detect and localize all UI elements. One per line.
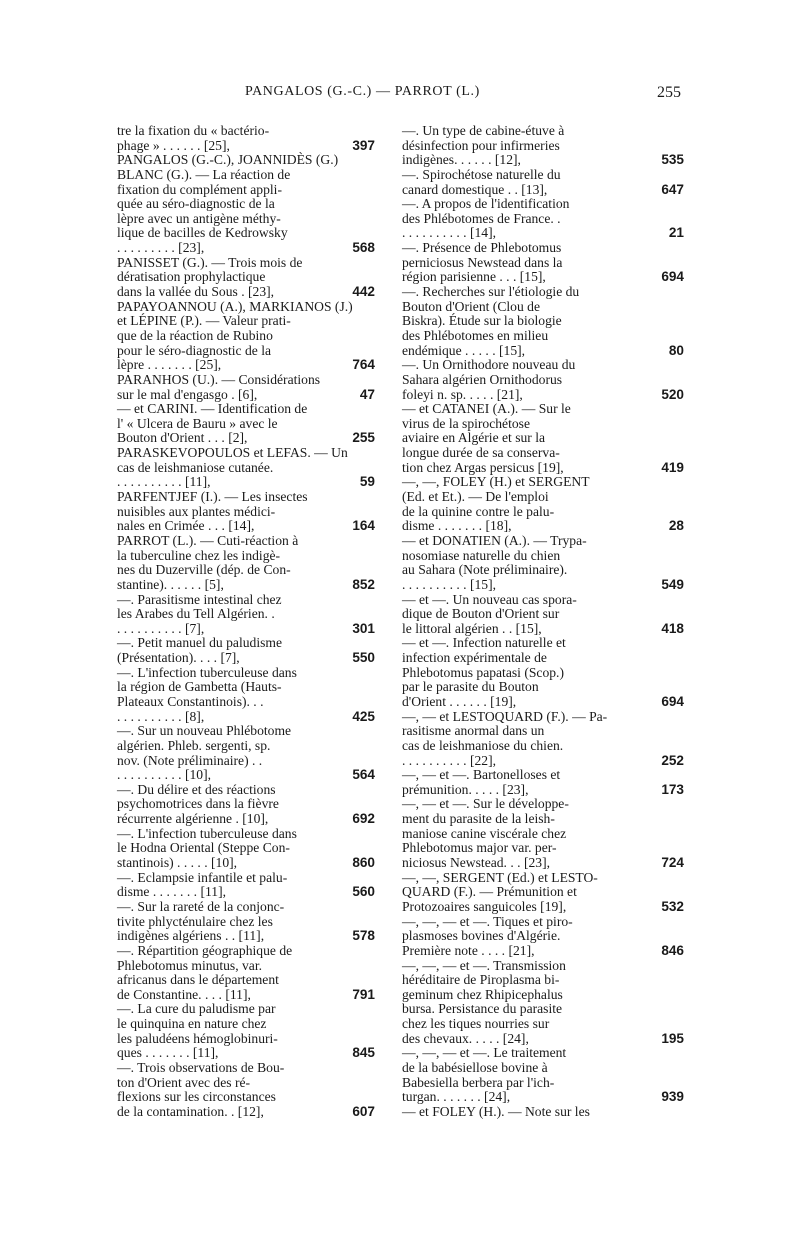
index-entry xyxy=(402,636,684,709)
index-entry xyxy=(402,710,684,769)
entry-text xyxy=(117,445,348,490)
entry-line: —, — et —. Sur le développe- xyxy=(402,796,569,812)
entry-line: . . . . . . . . . . [7], xyxy=(117,620,205,636)
entry-line: de la quinine contre le palu- xyxy=(402,503,555,519)
entry-text xyxy=(117,373,343,402)
index-entry xyxy=(402,1046,684,1105)
entry-line: turgan. . . . . . . [24], xyxy=(402,1089,511,1105)
entry-line: ques . . . . . . . [11], xyxy=(117,1045,219,1061)
entry-line: —. Un Ornithodore nouveau du xyxy=(402,357,576,373)
entry-line: l' « Ulcera de Bauru » avec le xyxy=(117,415,278,431)
index-entry xyxy=(117,256,375,300)
index-entry xyxy=(402,402,684,475)
entry-line: cas de leishmaniose du chien. xyxy=(402,737,564,753)
entry-text xyxy=(402,197,650,241)
page-reference: 255 xyxy=(352,430,375,446)
entry-line: — et FOLEY (H.). — Note sur les xyxy=(402,1103,590,1119)
index-entry xyxy=(117,490,375,534)
entry-text xyxy=(117,593,343,637)
page-number: 255 xyxy=(657,84,681,101)
entry-line: — et —. Un nouveau cas spora- xyxy=(402,591,577,607)
entry-line: Babesiella berbera par l'ich- xyxy=(402,1074,555,1090)
entry-line: prémunition. . . . . [23], xyxy=(402,781,529,797)
index-entry xyxy=(117,900,375,944)
page-reference: 791 xyxy=(352,986,375,1002)
page-reference: 724 xyxy=(661,855,684,871)
entry-line: —. L'infection tuberculeuse dans xyxy=(117,825,297,841)
entry-line: —. A propos de l'identification xyxy=(402,196,570,212)
entry-line: phage » . . . . . . [25], xyxy=(117,137,230,153)
entry-line: dans la vallée du Sous . [23], xyxy=(117,284,275,300)
entry-text xyxy=(117,534,343,593)
entry-line: indigènes algériens . . [11], xyxy=(117,928,265,944)
page-reference: 59 xyxy=(359,474,375,490)
page-reference: 397 xyxy=(352,137,375,153)
entry-line: virus de la spirochétose xyxy=(402,415,530,431)
page-reference: 47 xyxy=(359,386,375,402)
page-reference: 860 xyxy=(352,855,375,871)
entry-text xyxy=(402,1046,650,1105)
entry-line: tion chez Argas persicus [19], xyxy=(402,459,564,475)
page-reference: 846 xyxy=(661,942,684,958)
entry-line: dératisation prophylactique xyxy=(117,269,266,285)
index-entry xyxy=(402,959,684,1047)
entry-line: endémique . . . . . [15], xyxy=(402,342,526,358)
index-entry xyxy=(402,871,684,915)
entry-text xyxy=(117,944,343,1003)
entry-line: Protozoaires sanguicoles [19], xyxy=(402,898,567,914)
entry-line: canard domestique . . [13], xyxy=(402,181,548,197)
entry-line: . . . . . . . . . . [10], xyxy=(117,767,212,783)
entry-line: héréditaire de Piroplasma bi- xyxy=(402,972,560,988)
index-entry xyxy=(402,534,684,593)
entry-text xyxy=(117,490,343,534)
index-entry xyxy=(117,402,375,446)
entry-text xyxy=(117,256,343,300)
entry-line: (Présentation). . . . [7], xyxy=(117,650,240,666)
entry-text xyxy=(117,724,343,783)
entry-line: récurrente algérienne . [10], xyxy=(117,811,269,827)
entry-text xyxy=(402,402,650,475)
entry-line: BLANC (G.). — La réaction de xyxy=(117,166,291,182)
index-entry xyxy=(117,300,375,373)
entry-text xyxy=(402,475,650,534)
entry-line: désinfection pour infirmeries xyxy=(402,137,560,153)
entry-line: stantinois) . . . . . [10], xyxy=(117,855,238,871)
entry-text xyxy=(117,636,343,665)
entry-line: —. Spirochétose naturelle du xyxy=(402,166,561,182)
page-reference: 535 xyxy=(661,152,684,168)
entry-line: indigènes. . . . . . [12], xyxy=(402,152,521,168)
entry-line: (Ed. et Et.). — De l'emploi xyxy=(402,489,549,505)
entry-line: pour le séro-diagnostic de la xyxy=(117,342,272,358)
entry-text xyxy=(402,636,650,709)
entry-line: des Phlébotomes de France. . xyxy=(402,210,561,226)
entry-line: —. Du délire et des réactions xyxy=(117,781,276,797)
entry-line: stantine). . . . . . [5], xyxy=(117,576,224,592)
index-entry xyxy=(117,1002,375,1061)
entry-line: PARROT (L.). — Cuti-réaction à xyxy=(117,532,299,548)
index-entry xyxy=(402,124,684,168)
entry-line: Plateaux Constantinois). . . xyxy=(117,693,264,709)
entry-line: la tuberculine chez les indigè- xyxy=(117,547,281,563)
entry-line: geminum chez Rhipicephalus xyxy=(402,986,563,1002)
index-entry xyxy=(117,783,375,827)
index-entry xyxy=(402,593,684,637)
page-reference: 418 xyxy=(661,620,684,636)
running-head-title: PANGALOS (G.-C.) — PARROT (L.) xyxy=(245,84,480,99)
entry-line: —, — et —. Bartonelloses et xyxy=(402,767,561,783)
entry-line: le littoral algérien . . [15], xyxy=(402,620,542,636)
page-reference: 764 xyxy=(352,357,375,373)
entry-line: foleyi n. sp. . . . . [21], xyxy=(402,386,523,402)
index-entry xyxy=(117,593,375,637)
entry-line: — et DONATIEN (A.). — Trypa- xyxy=(402,532,587,548)
entry-line: que de la réaction de Rubino xyxy=(117,327,273,343)
entry-line: de Constantine. . . . [11], xyxy=(117,986,251,1002)
index-entry xyxy=(117,446,375,490)
entry-line: Phlebotomus papatasi (Scop.) xyxy=(402,664,564,680)
entry-text xyxy=(402,768,650,797)
entry-line: tre la fixation du « bactério- xyxy=(117,123,270,138)
entry-line: ton d'Orient avec des ré- xyxy=(117,1074,251,1090)
page-reference: 252 xyxy=(661,752,684,768)
page-reference: 28 xyxy=(668,518,684,534)
entry-line: algérien. Phleb. sergenti, sp. xyxy=(117,737,271,753)
index-entry xyxy=(117,534,375,593)
entry-line: Bouton d'Orient . . . [2], xyxy=(117,430,248,446)
entry-text xyxy=(402,871,650,915)
entry-line: —, —, — et —. Tiques et piro- xyxy=(402,913,573,929)
entry-line: bursa. Persistance du parasite xyxy=(402,1001,563,1017)
entry-line: Première note . . . . [21], xyxy=(402,942,535,958)
index-entry xyxy=(117,153,375,255)
entry-line: — et —. Infection naturelle et xyxy=(402,635,566,651)
entry-line: Bouton d'Orient (Clou de xyxy=(402,298,540,314)
entry-line: —. Parasitisme intestinal chez xyxy=(117,591,282,607)
page-reference: 692 xyxy=(352,811,375,827)
entry-line: —. Sur un nouveau Phlébotome xyxy=(117,723,292,739)
entry-line: chez les tiques nourries sur xyxy=(402,1016,550,1032)
index-entry xyxy=(117,827,375,871)
entry-line: —. Sur la rareté de la conjonc- xyxy=(117,898,285,914)
entry-text xyxy=(402,241,650,285)
entry-line: le quinquina en nature chez xyxy=(117,1016,267,1032)
entry-line: —. Un type de cabine-étuve à xyxy=(402,123,565,138)
entry-line: — et CATANEI (A.). — Sur le xyxy=(402,401,571,417)
entry-line: le Hodna Oriental (Steppe Con- xyxy=(117,840,290,856)
entry-line: infection expérimentale de xyxy=(402,650,547,666)
entry-text xyxy=(117,153,343,255)
entry-line: des Phlébotomes en milieu xyxy=(402,327,549,343)
page-reference: 647 xyxy=(661,181,684,197)
entry-line: Phlebotomus major var. per- xyxy=(402,840,557,856)
page-reference: 607 xyxy=(352,1103,375,1119)
entry-line: . . . . . . . . . . [11], xyxy=(117,474,211,490)
entry-line: des chevaux. . . . . [24], xyxy=(402,1030,529,1046)
entry-line: dique de Bouton d'Orient sur xyxy=(402,606,560,622)
entry-text xyxy=(402,959,650,1047)
entry-text xyxy=(402,1105,650,1120)
index-entry xyxy=(402,915,684,959)
entry-line: disme . . . . . . . [11], xyxy=(117,884,226,900)
index-entry xyxy=(117,636,375,665)
index-entry xyxy=(402,168,684,197)
entry-line: africanus dans le département xyxy=(117,972,279,988)
entry-line: d'Orient . . . . . . [19], xyxy=(402,693,517,709)
entry-text xyxy=(117,1061,343,1120)
index-entry xyxy=(402,358,684,402)
entry-line: — et CARINI. — Identification de xyxy=(117,401,308,417)
entry-text xyxy=(117,298,353,373)
left-column xyxy=(117,124,375,1120)
page-reference: 564 xyxy=(352,767,375,783)
entry-line: Biskra). Étude sur la biologie xyxy=(402,313,562,329)
entry-text xyxy=(117,402,343,446)
entry-line: nov. (Note préliminaire) . . xyxy=(117,752,263,768)
entry-line: . . . . . . . . . . [14], xyxy=(402,225,497,241)
entry-line: QUARD (F.). — Prémunition et xyxy=(402,884,577,900)
entry-line: —. L'infection tuberculeuse dans xyxy=(117,664,297,680)
entry-text xyxy=(402,124,650,168)
entry-line: lique de bacilles de Kedrowsky xyxy=(117,225,288,241)
index-entry xyxy=(117,1061,375,1120)
entry-line: flexions sur les circonstances xyxy=(117,1089,276,1105)
entry-line: par le parasite du Bouton xyxy=(402,679,539,695)
entry-line: les paludéens hémoglobinuri- xyxy=(117,1030,278,1046)
entry-line: —. Eclampsie infantile et palu- xyxy=(117,869,288,885)
entry-line: PANISSET (G.). — Trois mois de xyxy=(117,254,303,270)
entry-line: nosomiase naturelle du chien xyxy=(402,547,561,563)
entry-line: plasmoses bovines d'Algérie. xyxy=(402,928,561,944)
entry-line: nes du Duzerville (dép. de Con- xyxy=(117,562,291,578)
entry-line: longue durée de sa conserva- xyxy=(402,445,560,461)
entry-line: Sahara algérien Ornithodorus xyxy=(402,371,563,387)
entry-line: PARFENTJEF (I.). — Les insectes xyxy=(117,489,308,505)
entry-text xyxy=(402,358,650,402)
entry-line: PANGALOS (G.-C.), JOANNIDÈS (G.) xyxy=(117,152,339,168)
entry-line: . . . . . . . . . [23], xyxy=(117,240,205,256)
entry-text xyxy=(117,1002,343,1061)
entry-line: sur le mal d'engasgo . [6], xyxy=(117,386,258,402)
index-entry xyxy=(402,768,684,797)
page-reference: 21 xyxy=(668,225,684,241)
entry-text xyxy=(117,827,343,871)
entry-text xyxy=(117,871,343,900)
page-reference: 532 xyxy=(661,898,684,914)
entry-line: au Sahara (Note préliminaire). xyxy=(402,562,568,578)
entry-line: niciosus Newstead. . . [23], xyxy=(402,855,550,871)
entry-line: —, —, FOLEY (H.) et SERGENT xyxy=(402,474,590,490)
right-column xyxy=(402,124,684,1120)
entry-text xyxy=(117,666,343,725)
page-reference: 939 xyxy=(661,1089,684,1105)
entry-line: . . . . . . . . . . [22], xyxy=(402,752,497,768)
entry-line: aviaire en Algérie et sur la xyxy=(402,430,546,446)
entry-line: cas de leishmaniose cutanée. xyxy=(117,459,274,475)
entry-text xyxy=(117,783,343,827)
page-reference: 568 xyxy=(352,240,375,256)
entry-line: . . . . . . . . . . [8], xyxy=(117,708,205,724)
index-entry xyxy=(402,475,684,534)
entry-line: PARASKEVOPOULOS et LEFAS. — Un xyxy=(117,445,348,461)
entry-line: Phlebotomus minutus, var. xyxy=(117,957,263,973)
entry-line: les Arabes du Tell Algérien. . xyxy=(117,606,275,622)
entry-text xyxy=(117,900,343,944)
entry-line: de la babésiellose bovine à xyxy=(402,1060,548,1075)
entry-text xyxy=(117,124,343,153)
entry-line: fixation du complément appli- xyxy=(117,181,282,197)
entry-line: —. Trois observations de Bou- xyxy=(117,1060,285,1075)
entry-line: de la contamination. . [12], xyxy=(117,1103,264,1119)
entry-line: tivite phlycténulaire chez les xyxy=(117,913,273,929)
entry-text xyxy=(402,168,650,197)
index-entry xyxy=(402,1105,684,1120)
entry-line: —. Recherches sur l'étiologie du xyxy=(402,284,580,300)
index-entry xyxy=(117,124,375,153)
entry-line: psychomotrices dans la fièvre xyxy=(117,796,279,812)
page-reference: 442 xyxy=(352,284,375,300)
entry-line: —, —, — et —. Le traitement xyxy=(402,1045,567,1061)
entry-line: —, — et LESTOQUARD (F.). — Pa- xyxy=(402,708,608,724)
entry-line: région parisienne . . . [15], xyxy=(402,269,546,285)
page-reference: 520 xyxy=(661,386,684,402)
entry-line: —. Répartition géographique de xyxy=(117,942,293,958)
entry-line: —. Présence de Phlebotomus xyxy=(402,240,562,256)
entry-line: —. Petit manuel du paludisme xyxy=(117,635,282,651)
entry-line: ment du parasite de la leish- xyxy=(402,811,555,827)
entry-line: PAPAYOANNOU (A.), MARKIANOS (J.) xyxy=(117,298,353,314)
index-entry xyxy=(402,797,684,870)
page-reference: 419 xyxy=(661,459,684,475)
entry-line: nuisibles aux plantes médici- xyxy=(117,503,276,519)
entry-line: quée au séro-diagnostic de la xyxy=(117,196,275,212)
index-entry xyxy=(117,724,375,783)
page-reference: 195 xyxy=(661,1030,684,1046)
entry-line: —, —, — et —. Transmission xyxy=(402,957,566,973)
page-reference: 425 xyxy=(352,708,375,724)
running-header xyxy=(0,84,800,104)
entry-text xyxy=(402,797,650,870)
entry-text xyxy=(402,915,650,959)
entry-line: disme . . . . . . . [18], xyxy=(402,518,512,534)
index-entry xyxy=(117,666,375,725)
page-reference: 549 xyxy=(661,576,684,592)
page-reference: 80 xyxy=(668,342,684,358)
index-entry xyxy=(402,285,684,358)
entry-text xyxy=(402,285,650,358)
entry-line: lèpre avec un antigène méthy- xyxy=(117,210,281,226)
page-reference: 164 xyxy=(352,518,375,534)
entry-line: PARANHOS (U.). — Considérations xyxy=(117,371,321,387)
entry-line: —, —, SERGENT (Ed.) et LESTO- xyxy=(402,869,598,885)
page-reference: 173 xyxy=(661,781,684,797)
page-reference: 301 xyxy=(352,620,375,636)
index-entry xyxy=(402,241,684,285)
entry-line: perniciosus Newstead dans la xyxy=(402,254,563,270)
entry-text xyxy=(402,710,650,769)
entry-line: la région de Gambetta (Hauts- xyxy=(117,679,282,695)
index-entry xyxy=(402,197,684,241)
entry-line: et LÉPINE (P.). — Valeur prati- xyxy=(117,313,291,329)
index-entry xyxy=(117,944,375,1003)
entry-line: —. La cure du paludisme par xyxy=(117,1001,276,1017)
page-reference: 560 xyxy=(352,884,375,900)
entry-text xyxy=(402,534,650,593)
entry-line: nales en Crimée . . . [14], xyxy=(117,518,255,534)
index-entry xyxy=(117,871,375,900)
page-reference: 845 xyxy=(352,1045,375,1061)
entry-line: rasitisme anormal dans un xyxy=(402,723,545,739)
index-entry xyxy=(117,373,375,402)
entry-line: . . . . . . . . . . [15], xyxy=(402,576,497,592)
page-reference: 694 xyxy=(661,269,684,285)
page-reference: 578 xyxy=(352,928,375,944)
entry-line: maniose canine viscérale chez xyxy=(402,825,567,841)
entry-line: lèpre . . . . . . . [25], xyxy=(117,357,222,373)
page-reference: 550 xyxy=(352,650,375,666)
page-reference: 852 xyxy=(352,576,375,592)
entry-text xyxy=(402,593,650,637)
page-reference: 694 xyxy=(661,693,684,709)
